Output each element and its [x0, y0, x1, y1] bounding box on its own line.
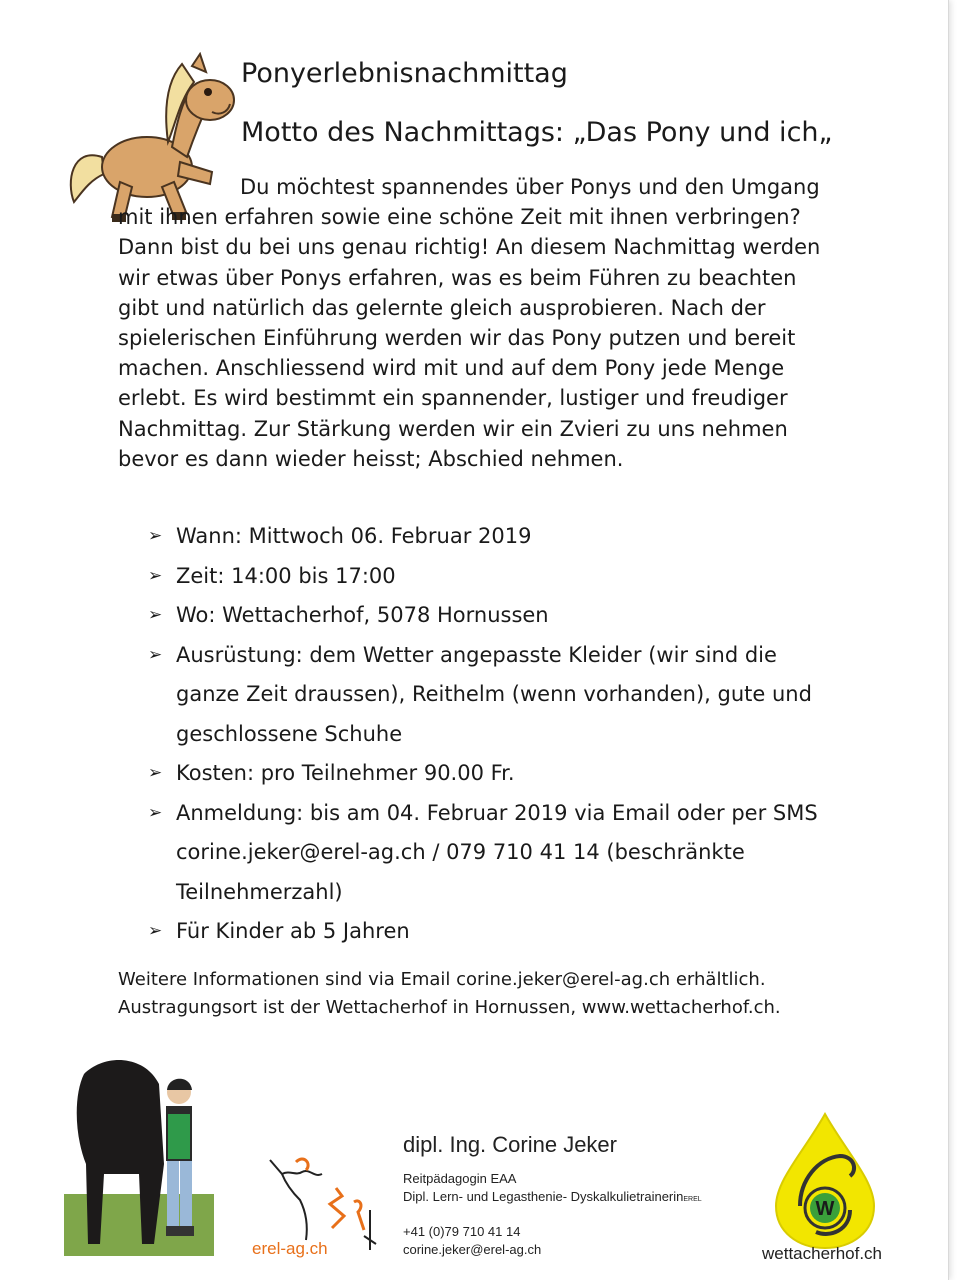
contact-name: dipl. Ing. Corine Jeker	[403, 1132, 617, 1157]
arrow-bullet-icon: ➢	[148, 644, 163, 665]
detail-when: ➢ Wann: Mittwoch 06. Februar 2019	[118, 517, 838, 557]
contact-role-1: Reitpädagogin EAA	[403, 1171, 517, 1186]
page-title: Ponyerlebnisnachmittag	[241, 58, 568, 89]
child-with-pony-photo	[64, 1044, 214, 1256]
wettacherhof-logo-letter: W	[815, 1198, 835, 1220]
footer-info-line-2: Austragungsort ist der Wettacherhof in Hornussen, www.wettacherhof.ch.	[118, 997, 781, 1018]
contact-role-2: Dipl. Lern- und Legasthenie- DyskalkulietrainerinEREL	[403, 1189, 702, 1204]
wettacherhof-logo-text: wettacherhof.ch	[762, 1244, 883, 1263]
contact-block	[403, 1132, 702, 1259]
contact-email: corine.jeker@erel-ag.ch	[403, 1242, 542, 1257]
arrow-bullet-icon: ➢	[148, 526, 163, 546]
footer-info	[118, 966, 858, 1022]
arrow-bullet-icon: ➢	[148, 763, 163, 783]
arrow-bullet-icon: ➢	[148, 565, 163, 586]
arrow-bullet-icon: ➢	[148, 802, 163, 823]
detail-location: ➢ Wo: Wettacherhof, 5078 Hornussen	[118, 596, 838, 636]
contact-role-2-suffix: EREL	[683, 1196, 702, 1203]
detail-cost: ➢ Kosten: pro Teilnehmer 90.00 Fr.	[118, 754, 838, 794]
arrow-bullet-icon: ➢	[148, 921, 163, 941]
wettacherhof-logo-icon	[770, 1110, 880, 1250]
motto-subtitle: Motto des Nachmittags: „Das Pony und ich„	[241, 117, 833, 148]
detail-registration: ➢ Anmeldung: bis am 04. Februar 2019 via Email oder per SMS corine.jeker@erel-ag.ch / 079 710 41 14 (beschränkte Teilnehmerzahl)	[118, 794, 838, 913]
detail-equipment: ➢ Ausrüstung: dem Wetter angepasste Kleider (wir sind die ganze Zeit draussen), Reithelm (wenn vorhanden), gute und geschlossene Schuhe	[118, 636, 838, 755]
event-details-list	[118, 517, 838, 952]
detail-time: ➢ Zeit: 14:00 bis 17:00	[118, 557, 838, 597]
contact-phone: +41 (0)79 710 41 14	[403, 1224, 521, 1239]
erel-logo-text: erel-ag.ch	[252, 1239, 328, 1258]
footer-info-line-1: Weitere Informationen sind via Email corine.jeker@erel-ag.ch erhältlich.	[118, 969, 766, 990]
arrow-bullet-icon: ➢	[148, 605, 163, 625]
intro-paragraph: Du möchtest spannendes über Ponys und den Umgang mit ihnen erfahren sowie eine schöne Zeit mit ihnen verbringen? Dann bist du bei uns genau richtig! An diesem Nachmittag werden wir etwas über Ponys erfahren, was es beim Führen zu beachten gibt und natürlich das gelernte gleich ausprobieren. Nach der spielerischen Einführung werden wir das Pony putzen und bereit machen. Anschliessend wird mit und auf dem Pony jede Menge erlebt. Es wird bestimmt ein spannender, lustiger und freudiger Nachmittag. Zur Stärkung werden wir ein Zvieri zu uns nehmen bevor es dann wieder heisst; Abschied nehmen.	[118, 175, 821, 471]
detail-age: ➢ Für Kinder ab 5 Jahren	[118, 912, 838, 952]
